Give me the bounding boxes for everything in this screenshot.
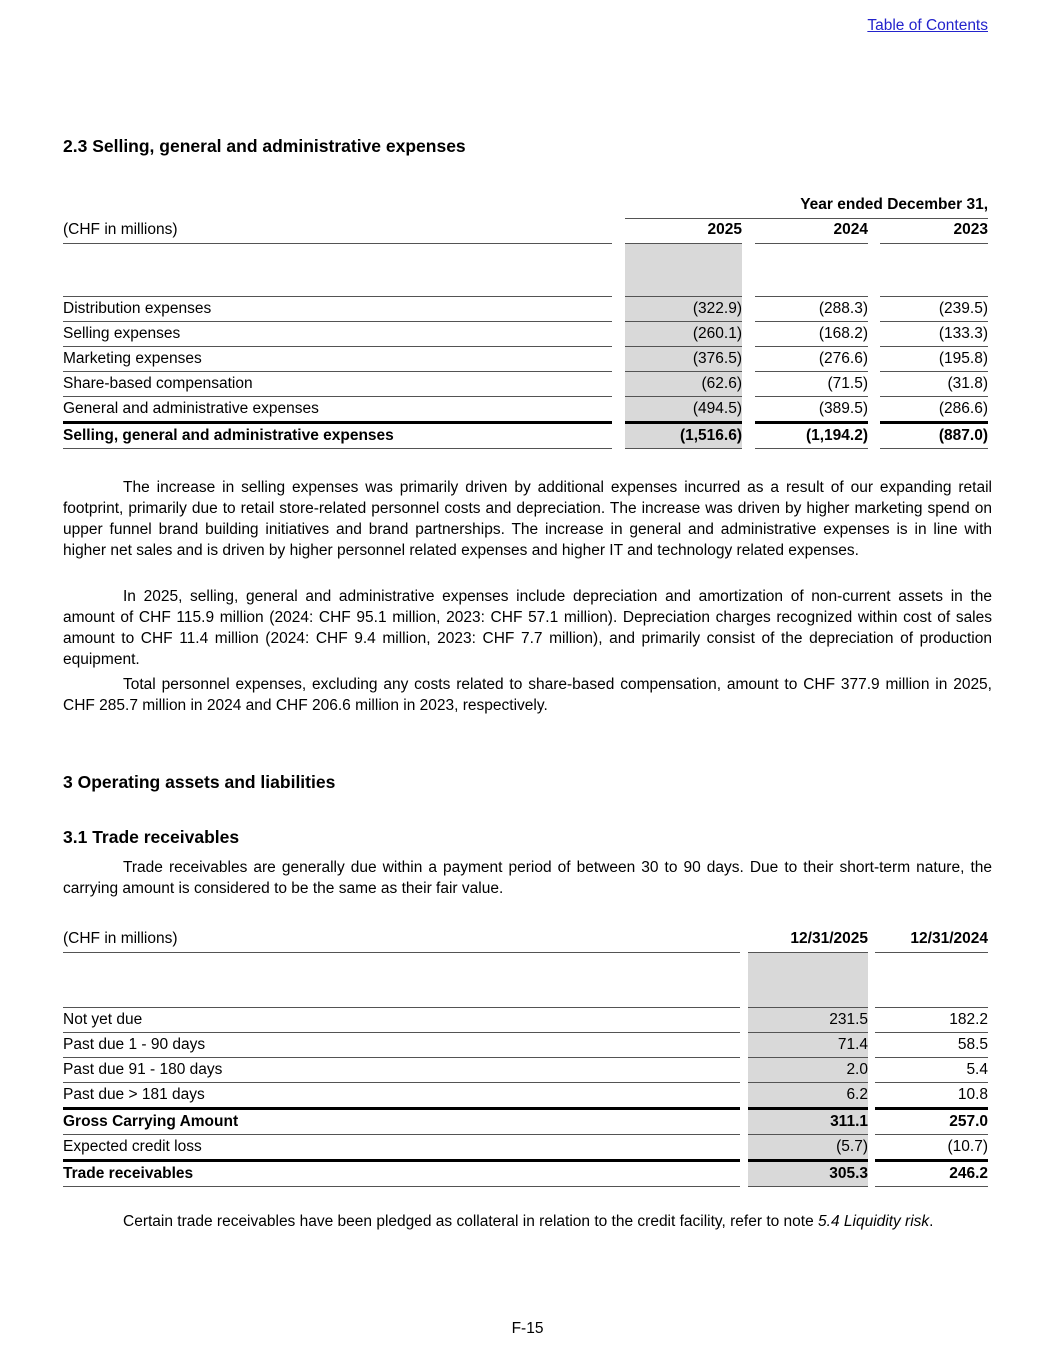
row-value: (10.7) <box>875 1135 988 1161</box>
row-value: (1,194.2) <box>755 423 868 449</box>
column-header-2024: 2024 <box>755 219 868 244</box>
table-row <box>63 347 988 372</box>
unit-label: (CHF in millions) <box>63 928 740 953</box>
table-row <box>63 219 988 244</box>
column-gap <box>740 1058 748 1083</box>
column-gap <box>868 1033 875 1058</box>
column-header-2025: 2025 <box>625 219 742 244</box>
row-value: 305.3 <box>748 1161 868 1187</box>
row-value: (239.5) <box>880 297 988 322</box>
column-gap <box>868 1058 875 1083</box>
section-heading-operating: 3 Operating assets and liabilities <box>63 772 336 792</box>
table-row <box>63 322 988 347</box>
sga-paragraph-1: The increase in selling expenses was primarily driven by additional expenses incurred as a result of our expanding retail footprint, primarily due to retail store-related personnel costs and depreciation. The increase was driven by higher marketing spend on upper funnel brand building initiatives and brand partnerships. The increase in general and administrative expenses is in line with higher net sales and is driven by higher personnel related expenses and higher IT and technology related expenses. <box>63 479 992 559</box>
column-gap <box>742 423 755 449</box>
note-period: . <box>929 1213 934 1230</box>
row-value: (62.6) <box>625 372 742 397</box>
shaded-cell <box>748 953 868 1008</box>
row-value: 6.2 <box>748 1083 868 1109</box>
table-row <box>63 297 988 322</box>
table-row <box>63 1161 988 1187</box>
column-gap <box>868 1161 875 1187</box>
column-gap <box>612 219 625 244</box>
column-gap <box>742 219 755 244</box>
shaded-cell <box>625 244 742 297</box>
row-value: 5.4 <box>875 1058 988 1083</box>
column-gap <box>740 1033 748 1058</box>
column-gap <box>742 297 755 322</box>
row-value: (5.7) <box>748 1135 868 1161</box>
note-text: Certain trade receivables have been pledged as collateral in relation to the credit facility, refer to note <box>123 1213 819 1230</box>
unit-label: (CHF in millions) <box>63 219 612 244</box>
row-label: Distribution expenses <box>63 297 612 322</box>
column-gap <box>868 397 880 423</box>
row-value: 246.2 <box>875 1161 988 1187</box>
column-header-12-31-2024: 12/31/2024 <box>875 928 988 953</box>
column-gap <box>868 322 880 347</box>
column-gap <box>868 928 875 953</box>
row-value: 71.4 <box>748 1033 868 1058</box>
column-gap <box>740 1109 748 1135</box>
row-label: Not yet due <box>63 1008 740 1033</box>
table-of-contents-link[interactable]: Table of Contents <box>867 17 988 34</box>
column-header-12-31-2025: 12/31/2025 <box>748 928 868 953</box>
table-row <box>63 1109 988 1135</box>
row-value: (389.5) <box>755 397 868 423</box>
row-value: (276.6) <box>755 347 868 372</box>
column-gap <box>742 347 755 372</box>
column-gap <box>868 423 880 449</box>
table-row <box>63 423 988 449</box>
row-label: Past due 91 - 180 days <box>63 1058 740 1083</box>
table-row <box>63 372 988 397</box>
sga-expenses-table <box>63 196 988 449</box>
row-value: (195.8) <box>880 347 988 372</box>
sga-paragraph-2: In 2025, selling, general and administrative expenses include depreciation and amortization of non-current assets in the amount of CHF 115.9 million (2024: CHF 95.1 million, 2023: CHF 57.1 million). Depreciation charges recognized within cost of sales amount to CHF 11.4 million (2024: CHF 9.4 million, 2023: CHF 7.7 million), and primarily consist of the depreciation of production equipment. <box>63 588 992 668</box>
row-label: Trade receivables <box>63 1161 740 1187</box>
row-label: Gross Carrying Amount <box>63 1109 740 1135</box>
column-gap <box>612 397 625 423</box>
row-value: (376.5) <box>625 347 742 372</box>
row-value: 231.5 <box>748 1008 868 1033</box>
row-value: 2.0 <box>748 1058 868 1083</box>
column-gap <box>868 1083 875 1109</box>
table-row <box>63 1135 988 1161</box>
row-value: (1,516.6) <box>625 423 742 449</box>
table-row <box>63 928 988 953</box>
column-gap <box>612 347 625 372</box>
sga-paragraph-3: Total personnel expenses, excluding any costs related to share-based compensation, amount to CHF 377.9 million in 2025, CHF 285.7 million in 2024 and CHF 206.6 million in 2023, respectively. <box>63 676 992 714</box>
row-value: (260.1) <box>625 322 742 347</box>
column-gap <box>868 1109 875 1135</box>
column-gap <box>612 297 625 322</box>
row-value: (133.3) <box>880 322 988 347</box>
row-value: (288.3) <box>755 297 868 322</box>
row-value: 182.2 <box>875 1008 988 1033</box>
trade-receivables-table <box>63 928 988 1187</box>
row-value: (322.9) <box>625 297 742 322</box>
column-gap <box>740 1135 748 1161</box>
column-gap <box>868 347 880 372</box>
table-row <box>63 1083 988 1109</box>
row-label: Marketing expenses <box>63 347 612 372</box>
column-gap <box>742 397 755 423</box>
column-gap <box>612 423 625 449</box>
row-label: Selling expenses <box>63 322 612 347</box>
column-gap <box>612 372 625 397</box>
table-row <box>63 397 988 423</box>
row-value: 58.5 <box>875 1033 988 1058</box>
column-gap <box>868 372 880 397</box>
table-row <box>63 196 988 219</box>
row-label: Past due 1 - 90 days <box>63 1033 740 1058</box>
row-value: (71.5) <box>755 372 868 397</box>
spacer-row <box>63 244 988 297</box>
column-gap <box>742 372 755 397</box>
row-value: (168.2) <box>755 322 868 347</box>
section-heading-trade-receivables: 3.1 Trade receivables <box>63 827 240 847</box>
row-label: Past due > 181 days <box>63 1083 740 1109</box>
trade-receivables-intro: Trade receivables are generally due within a payment period of between 30 to 90 days. Due to their short-term nature, the carrying amount is considered to be the same as their fair value. <box>63 859 992 897</box>
column-gap <box>868 1008 875 1033</box>
column-header-2023: 2023 <box>880 219 988 244</box>
column-gap <box>740 1161 748 1187</box>
span-header: Year ended December 31, <box>625 196 988 219</box>
column-gap <box>740 928 748 953</box>
column-gap <box>740 1083 748 1109</box>
column-gap <box>868 297 880 322</box>
column-gap <box>612 322 625 347</box>
row-value: 257.0 <box>875 1109 988 1135</box>
row-value: 10.8 <box>875 1083 988 1109</box>
row-value: (286.6) <box>880 397 988 423</box>
column-gap <box>742 322 755 347</box>
row-label: General and administrative expenses <box>63 397 612 423</box>
row-value: (31.8) <box>880 372 988 397</box>
row-label: Expected credit loss <box>63 1135 740 1161</box>
collateral-note <box>63 1211 992 1232</box>
column-gap <box>868 1135 875 1161</box>
empty-cell <box>63 196 612 219</box>
note-reference: 5.4 Liquidity risk <box>818 1213 930 1230</box>
row-value: (887.0) <box>880 423 988 449</box>
spacer-row <box>63 953 988 1008</box>
column-gap <box>612 196 625 219</box>
column-gap <box>868 219 880 244</box>
page-number: F-15 <box>511 1320 544 1337</box>
row-label: Share-based compensation <box>63 372 612 397</box>
row-value: 311.1 <box>748 1109 868 1135</box>
row-value: (494.5) <box>625 397 742 423</box>
table-row <box>63 1008 988 1033</box>
table-row <box>63 1058 988 1083</box>
column-gap <box>740 1008 748 1033</box>
table-row <box>63 1033 988 1058</box>
row-label: Selling, general and administrative expenses <box>63 423 612 449</box>
section-heading-sga: 2.3 Selling, general and administrative expenses <box>63 136 466 156</box>
